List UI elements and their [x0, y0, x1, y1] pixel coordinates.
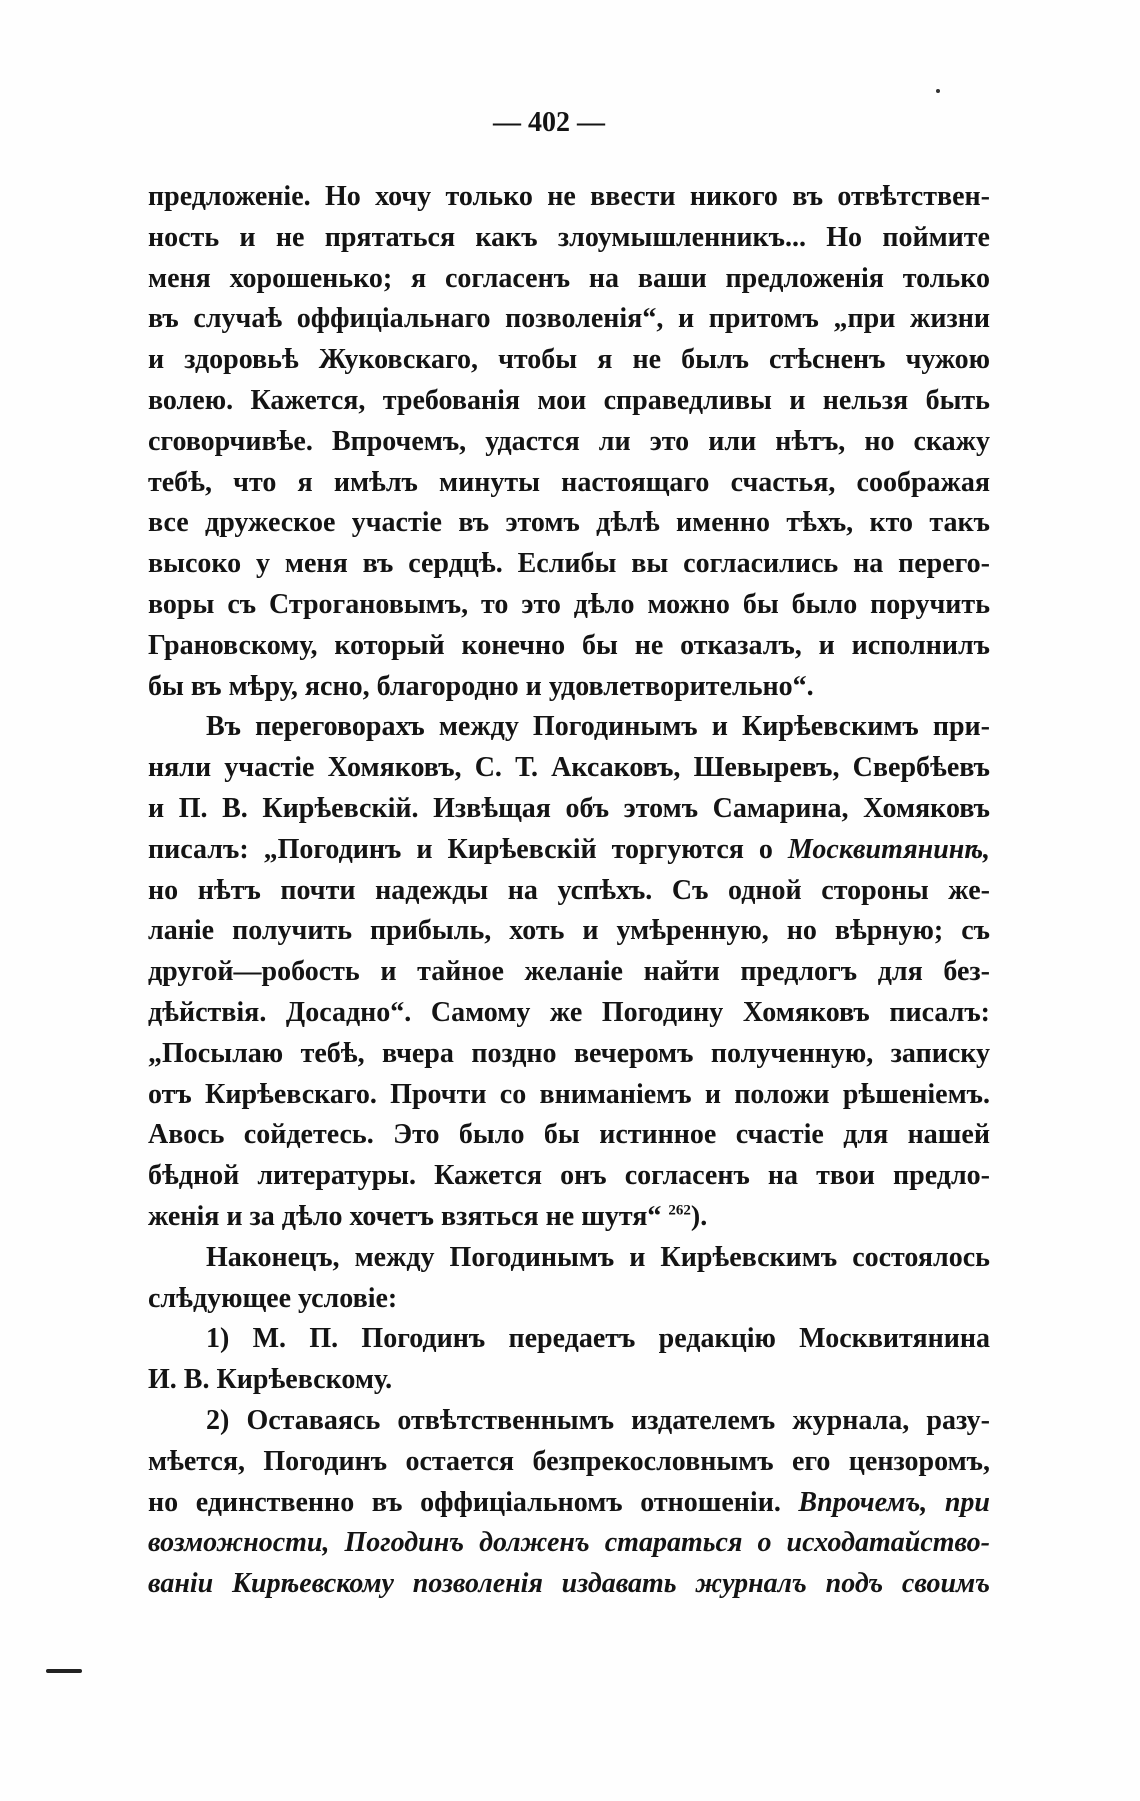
- text-line: ваніи Кирѣевскому позволенія издавать журналъ подъ своимъ: [148, 1568, 990, 1600]
- paragraph: [148, 707, 990, 1237]
- text-line: другой—робость и тайное желаніе найти предлогъ для без-: [148, 956, 990, 988]
- text-line: высоко у меня въ сердцѣ. Еслибы вы согласились на перего-: [148, 548, 990, 580]
- text-line: но нѣтъ почти надежды на успѣхъ. Съ одной стороны же-: [148, 874, 990, 906]
- paragraph: [148, 1238, 990, 1320]
- text-line: Въ переговорахъ между Погодинымъ и Кирѣевскимъ при-: [206, 711, 990, 743]
- paragraph: [148, 1319, 990, 1401]
- text-line: и П. В. Кирѣевскій. Извѣщая объ этомъ Самарина, Хомяковъ: [148, 792, 990, 824]
- text-line: Авось сойдетесь. Это было бы истинное счастіе для нашей: [148, 1119, 990, 1151]
- text-line: няли участіе Хомяковъ, С. Т. Аксаковъ, Шевыревъ, Свербѣевъ: [148, 752, 990, 784]
- text-line: Наконецъ, между Погодинымъ и Кирѣевскимъ состоялось: [206, 1241, 990, 1273]
- text-line: мѣется, Погодинъ остается безпрекословнымъ его цензоромъ,: [148, 1445, 990, 1477]
- text-segment: но единственно въ оффиціальномъ отношеніи.: [148, 1486, 781, 1518]
- scan-speck: [936, 89, 940, 93]
- text-line: все дружеское участіе въ этомъ дѣлѣ именно тѣхъ, кто такъ: [148, 507, 990, 539]
- text-segment: женія и за дѣло хочетъ взяться не шутя“: [148, 1200, 662, 1232]
- text-line: ланіе получить прибыль, хоть и умѣренную, но вѣрную; съ: [148, 915, 990, 947]
- text-line: въ случаѣ оффиціальнаго позволенія“, и притомъ „при жизни: [148, 303, 990, 335]
- text-segment: писалъ: „Погодинъ и Кирѣевскій торгуются о: [148, 833, 773, 865]
- footnote-ref: 262: [668, 1202, 691, 1219]
- text-line: 2) Оставаясь отвѣтственнымъ издателемъ журнала, разу-: [206, 1404, 990, 1436]
- text-line: И. В. Кирѣевскому.: [148, 1364, 393, 1396]
- scan-dash-mark: [46, 1669, 82, 1673]
- text-line: [148, 1483, 990, 1524]
- text-line: предложеніе. Но хочу только не ввести никого въ отвѣтствен-: [148, 181, 990, 212]
- text-line: ность и не прятаться какъ злоумышленникъ... Но поймите: [148, 221, 990, 253]
- text-line: и здоровьѣ Жуковскаго, чтобы я не былъ стѣсненъ чужою: [148, 344, 990, 376]
- text-line: 1) М. П. Погодинъ передаетъ редакцію Москвитянина: [206, 1323, 990, 1355]
- text-line: [148, 1197, 990, 1238]
- text-line: воры съ Строгановымъ, то это дѣло можно бы было поручить: [148, 588, 990, 620]
- paragraph: [148, 1401, 990, 1605]
- text-line: меня хорошенько; я согласенъ на ваши предложенія только: [148, 262, 990, 294]
- text-line: бѣдной литературы. Кажется онъ согласенъ на твои предло-: [148, 1160, 990, 1192]
- text-line: Грановскому, который конечно бы не отказалъ, и исполнилъ: [148, 629, 990, 661]
- page-number: — 402 —: [493, 107, 605, 138]
- text-line: волею. Кажется, требованія мои справедливы и нельзя быть: [148, 384, 990, 416]
- text-line: „Посылаю тебѣ, вчера поздно вечеромъ полученную, записку: [148, 1037, 990, 1069]
- italic-segment: Впрочемъ, при: [798, 1486, 991, 1518]
- italic-segment: Москвитянинѣ,: [787, 833, 991, 865]
- text-line: бы въ мѣру, ясно, благородно и удовлетворительно“.: [148, 670, 814, 702]
- text-line: дѣйствія. Досадно“. Самому же Погодину Хомяковъ писалъ:: [148, 996, 990, 1028]
- text-line: отъ Кирѣевскаго. Прочти со вниманіемъ и положи рѣшеніемъ.: [148, 1078, 990, 1110]
- text-line: слѣдующее условіе:: [148, 1282, 398, 1314]
- paragraph: [148, 177, 990, 707]
- text-segment: ).: [690, 1200, 708, 1232]
- page-body: [148, 177, 990, 1605]
- text-line: [148, 830, 990, 871]
- text-line: возможности, Погодинъ долженъ стараться о исходатайство-: [148, 1527, 990, 1559]
- text-line: тебѣ, что я имѣлъ минуты настоящаго счастья, соображая: [148, 466, 990, 498]
- text-line: сговорчивѣе. Впрочемъ, удастся ли это или нѣтъ, но скажу: [148, 425, 990, 457]
